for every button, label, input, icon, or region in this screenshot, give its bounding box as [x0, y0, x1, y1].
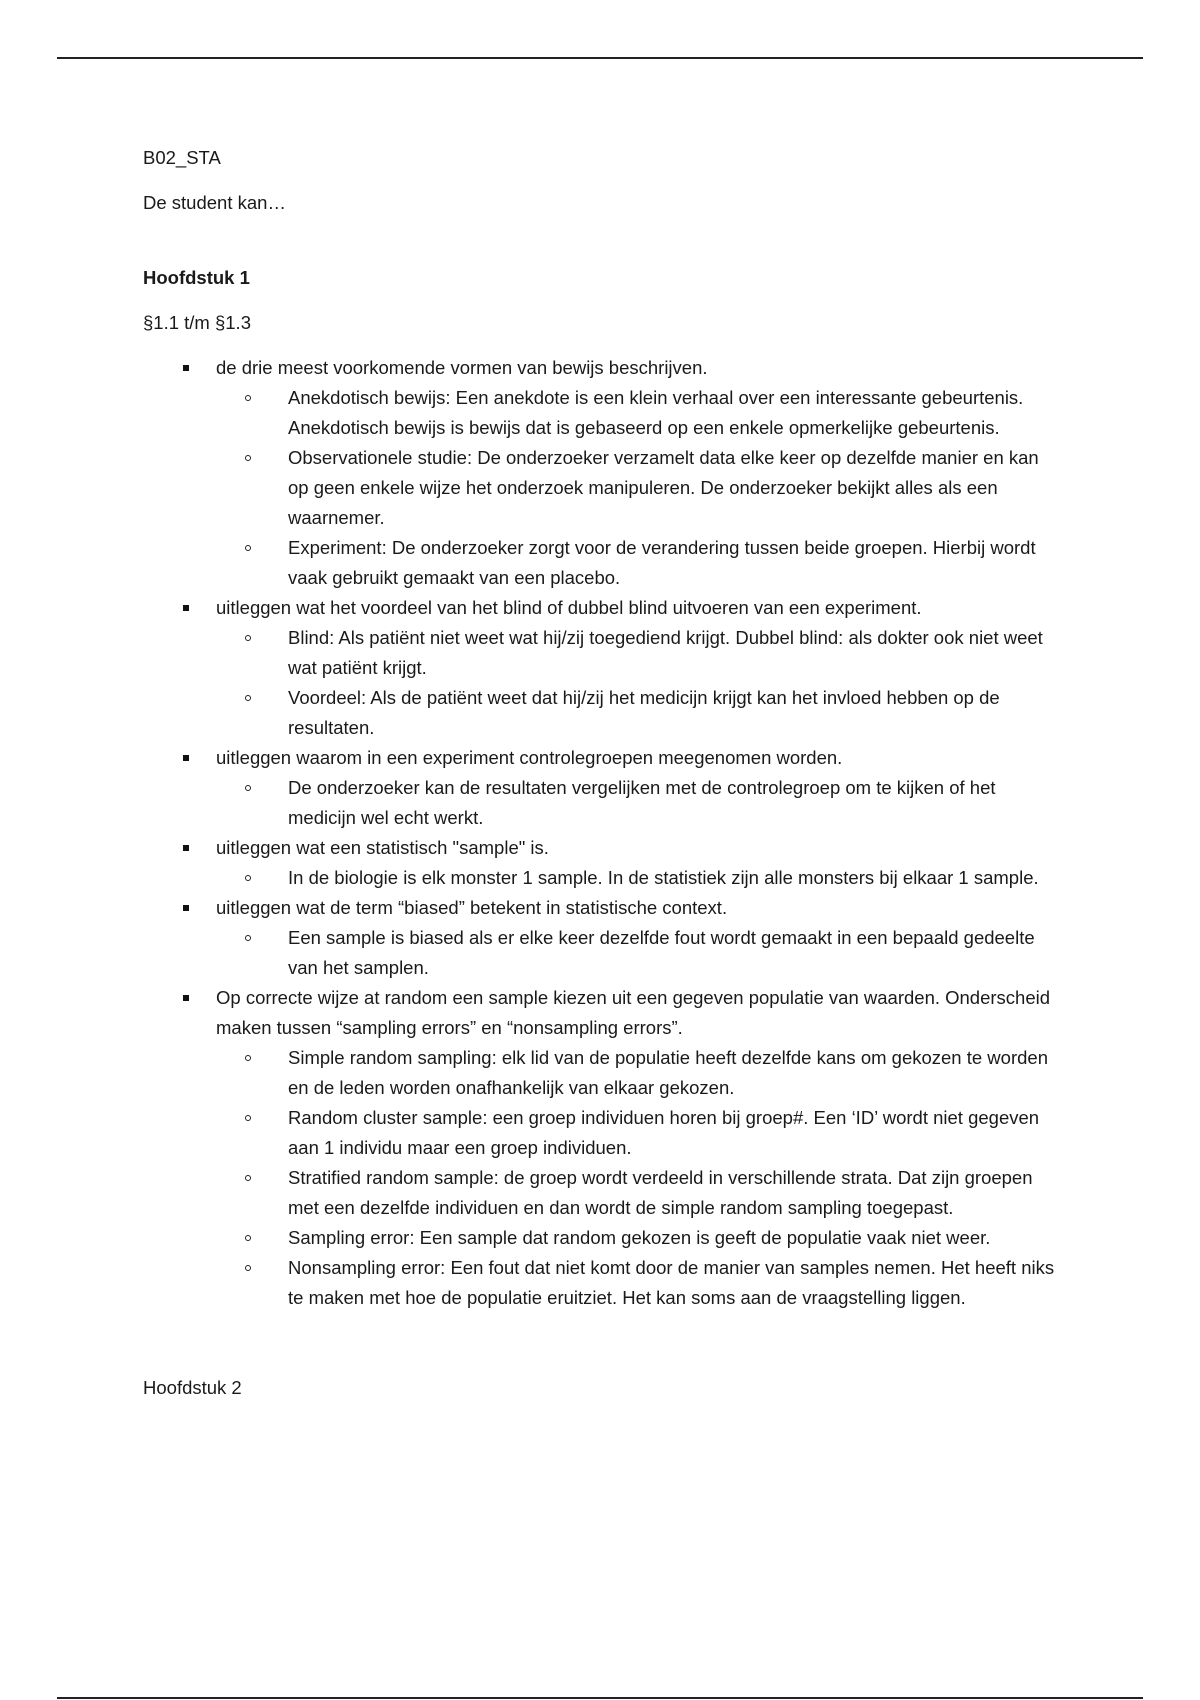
chapter-1-title: Hoofdstuk 1: [143, 267, 250, 288]
objective-details-list: [216, 863, 1063, 893]
detail-text: Stratified random sample: de groep wordt verdeeld in verschillende strata. Dat zijn groepen met een dezelfde individuen en dan wordt de simple random sampling toegepast.: [288, 1167, 1033, 1218]
objective-details-list: [216, 623, 1063, 743]
detail-text: Een sample is biased als er elke keer dezelfde fout wordt gemaakt in een bepaald gedeelte van het samplen.: [288, 927, 1035, 978]
circle-bullet-icon: [245, 635, 251, 641]
objective-details-list: [216, 1043, 1063, 1313]
detail-item: [216, 1223, 1063, 1253]
circle-bullet-icon: [245, 1175, 251, 1181]
document-body: [143, 143, 1063, 1403]
circle-bullet-icon: [245, 545, 251, 551]
detail-text: Sampling error: Een sample dat random gekozen is geeft de populatie vaak niet weer.: [288, 1227, 991, 1248]
objective-item: [143, 833, 1063, 893]
detail-item: [216, 1103, 1063, 1163]
detail-text: Random cluster sample: een groep individuen horen bij groep#. Een ‘ID’ wordt niet gegeven aan 1 individu maar een groep individuen.: [288, 1107, 1040, 1158]
detail-item: [216, 623, 1063, 683]
objective-item: [143, 893, 1063, 983]
detail-item: [216, 443, 1063, 533]
detail-text: Nonsampling error: Een fout dat niet komt door de manier van samples nemen. Het heeft niks te maken met hoe de populatie eruitziet. Het kan soms aan de vraagstelling liggen.: [288, 1257, 1055, 1308]
square-bullet-icon: [183, 605, 189, 611]
objective-details-list: [216, 923, 1063, 983]
circle-bullet-icon: [245, 785, 251, 791]
detail-text: Anekdotisch bewijs: Een anekdote is een klein verhaal over een interessante gebeurtenis. Anekdotisch bewijs is bewijs dat is gebaseerd op een enkele opmerkelijke gebeurtenis.: [288, 387, 1024, 438]
objective-item: [143, 353, 1063, 593]
objective-text: uitleggen waarom in een experiment controlegroepen meegenomen worden.: [216, 747, 843, 768]
detail-text: De onderzoeker kan de resultaten vergelijken met de controlegroep om te kijken of het medicijn wel echt werkt.: [288, 777, 996, 828]
circle-bullet-icon: [245, 455, 251, 461]
objective-details-list: [216, 383, 1063, 593]
objective-text: uitleggen wat het voordeel van het blind of dubbel blind uitvoeren van een experiment.: [216, 597, 922, 618]
objective-item: [143, 593, 1063, 743]
circle-bullet-icon: [245, 935, 251, 941]
objective-details-list: [216, 773, 1063, 833]
chapter-2-title: Hoofdstuk 2: [143, 1377, 242, 1398]
objectives-list: [143, 353, 1063, 1313]
circle-bullet-icon: [245, 1235, 251, 1241]
detail-text: Voordeel: Als de patiënt weet dat hij/zij het medicijn krijgt kan het invloed hebben op de resultaten.: [288, 687, 1000, 738]
objective-item: [143, 743, 1063, 833]
square-bullet-icon: [183, 905, 189, 911]
objective-text: Op correcte wijze at random een sample kiezen uit een gegeven populatie van waarden. Onderscheid maken tussen “sampling errors” en “nonsampling errors”.: [216, 987, 1051, 1038]
circle-bullet-icon: [245, 695, 251, 701]
header-rule: [57, 57, 1143, 59]
objective-text: uitleggen wat een statistisch "sample" is.: [216, 837, 549, 858]
detail-text: In de biologie is elk monster 1 sample. In de statistiek zijn alle monsters bij elkaar 1 sample.: [288, 867, 1039, 888]
detail-text: Observationele studie: De onderzoeker verzamelt data elke keer op dezelfde manier en kan op geen enkele wijze het onderzoek manipuleren. De onderzoeker bekijkt alles als een waarnemer.: [288, 447, 1039, 528]
detail-item: [216, 1043, 1063, 1103]
detail-item: [216, 1163, 1063, 1223]
footer-rule: [57, 1697, 1143, 1699]
circle-bullet-icon: [245, 1115, 251, 1121]
circle-bullet-icon: [245, 1055, 251, 1061]
objective-item: [143, 983, 1063, 1313]
circle-bullet-icon: [245, 395, 251, 401]
square-bullet-icon: [183, 845, 189, 851]
detail-text: Blind: Als patiënt niet weet wat hij/zij toegediend krijgt. Dubbel blind: als dokter ook niet weet wat patiënt krijgt.: [288, 627, 1043, 678]
objective-text: de drie meest voorkomende vormen van bewijs beschrijven.: [216, 357, 708, 378]
section-reference: §1.1 t/m §1.3: [143, 312, 251, 333]
objective-text: uitleggen wat de term “biased” betekent in statistische context.: [216, 897, 728, 918]
circle-bullet-icon: [245, 1265, 251, 1271]
square-bullet-icon: [183, 995, 189, 1001]
detail-item: [216, 1253, 1063, 1313]
detail-item: [216, 773, 1063, 833]
detail-text: Experiment: De onderzoeker zorgt voor de verandering tussen beide groepen. Hierbij wordt vaak gebruikt gemaakt van een placebo.: [288, 537, 1036, 588]
detail-item: [216, 923, 1063, 983]
circle-bullet-icon: [245, 875, 251, 881]
detail-text: Simple random sampling: elk lid van de populatie heeft dezelfde kans om gekozen te worden en de leden worden onafhankelijk van elkaar gekozen.: [288, 1047, 1048, 1098]
detail-item: [216, 533, 1063, 593]
detail-item: [216, 383, 1063, 443]
intro-text: De student kan…: [143, 192, 286, 213]
course-code: B02_STA: [143, 147, 221, 168]
detail-item: [216, 683, 1063, 743]
detail-item: [216, 863, 1063, 893]
square-bullet-icon: [183, 755, 189, 761]
square-bullet-icon: [183, 365, 189, 371]
